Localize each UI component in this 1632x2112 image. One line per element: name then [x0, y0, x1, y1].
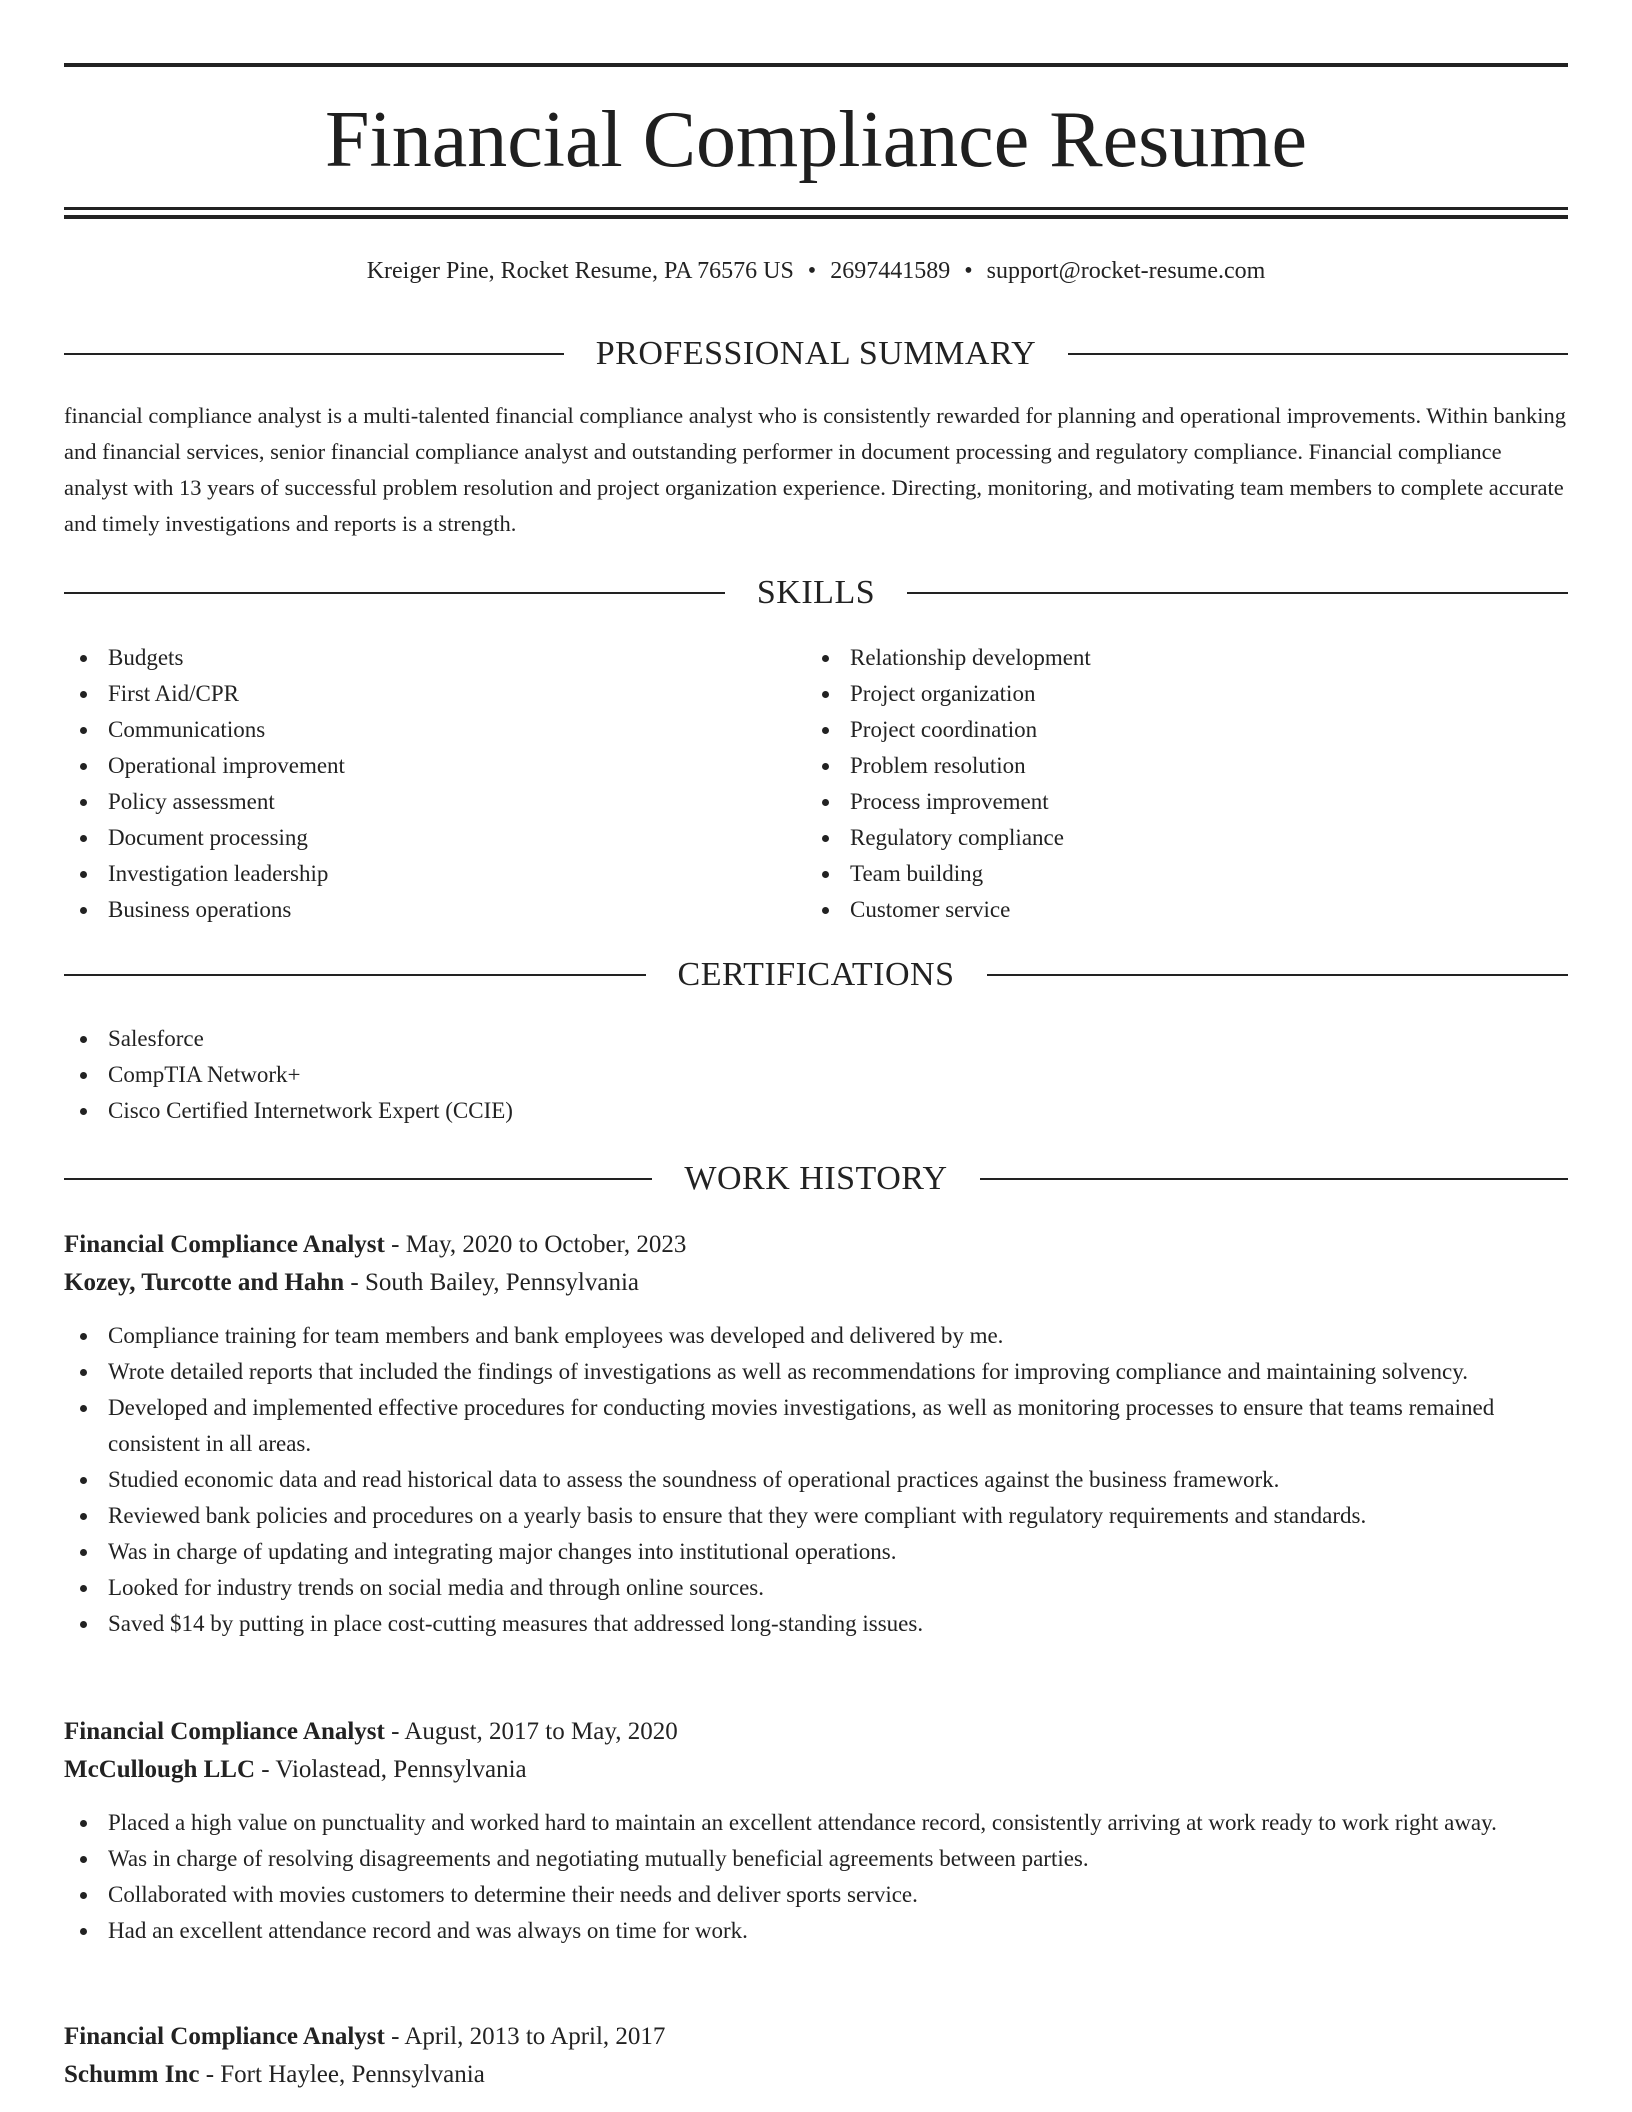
- skill-item: Project coordination: [806, 712, 1566, 748]
- certifications-list: [64, 1021, 1568, 1129]
- skill-item: Team building: [806, 856, 1566, 892]
- section-heading-summary: [64, 332, 1568, 376]
- job-dates: - April, 2013 to April, 2017: [384, 2023, 666, 2050]
- job-bullet: Saved $14 by putting in place cost-cutting measures that addressed long-standing issues.: [64, 1606, 1568, 1642]
- job-bullet: Was in charge of resolving disagreements and negotiating mutually beneficial agreements between parties.: [64, 1841, 1568, 1877]
- skill-item: First Aid/CPR: [64, 676, 764, 712]
- title-rule-lower: [64, 215, 1568, 219]
- heading-rule-left: [64, 1178, 652, 1180]
- section-title: WORK HISTORY: [684, 1160, 948, 1197]
- job-entry: [64, 1226, 1568, 1642]
- skill-item: Policy assessment: [64, 784, 764, 820]
- job-bullet: Was in charge of updating and integrating major changes into institutional operations.: [64, 1534, 1568, 1570]
- job-title-line: [64, 1226, 1568, 1264]
- heading-rule-right: [980, 1178, 1568, 1180]
- job-company-line: [64, 1264, 1568, 1302]
- skill-item: Investigation leadership: [64, 856, 764, 892]
- job-bullet: Reviewed bank policies and procedures on a yearly basis to ensure that they were compliant with regulatory requirements and standards.: [64, 1498, 1568, 1534]
- skill-item: Document processing: [64, 820, 764, 856]
- job-bullets: [64, 1318, 1568, 1642]
- job-dates: - May, 2020 to October, 2023: [384, 1231, 687, 1258]
- summary-paragraph: financial compliance analyst is a multi-talented financial compliance analyst who is consistently rewarded for planning and operational improvements. Within banking and financial services, senior financial compliance analyst and outstanding performer in document processing and regulatory compliance. Financial compliance analyst with 13 years of successful problem resolution and project organization experience. Directing, monitoring, and motivating team members to complete accurate and timely investigations and reports is a strength.: [64, 403, 1566, 536]
- job-bullet: Had an excellent attendance record and was always on time for work.: [64, 1913, 1568, 1949]
- certification-item: Salesforce: [64, 1021, 1568, 1057]
- skill-item: Regulatory compliance: [806, 820, 1566, 856]
- job-bullet: Collaborated with movies customers to determine their needs and deliver sports service.: [64, 1877, 1568, 1913]
- skill-item: Process improvement: [806, 784, 1566, 820]
- section-title: SKILLS: [756, 574, 876, 611]
- job-bullet: Wrote detailed reports that included the findings of investigations as well as recommendations for improving compliance and maintaining solvency.: [64, 1354, 1568, 1390]
- job-company-line: [64, 2056, 1568, 2094]
- heading-rule-right: [907, 592, 1568, 594]
- contact-phone: 2697441589: [830, 258, 951, 284]
- skill-item: Operational improvement: [64, 748, 764, 784]
- job-company: Schumm Inc: [64, 2061, 200, 2088]
- job-entry: [64, 1713, 1568, 1949]
- skill-item: Problem resolution: [806, 748, 1566, 784]
- heading-rule-left: [64, 592, 725, 594]
- skill-item: Communications: [64, 712, 764, 748]
- job-bullets: [64, 1805, 1568, 1949]
- job-location: - Violastead, Pennsylvania: [255, 1756, 527, 1783]
- top-rule: [64, 63, 1568, 67]
- job-company: Kozey, Turcotte and Hahn: [64, 1269, 345, 1296]
- job-location: - South Bailey, Pennsylvania: [344, 1269, 640, 1296]
- certification-item: Cisco Certified Internetwork Expert (CCIE): [64, 1093, 1568, 1129]
- section-title: PROFESSIONAL SUMMARY: [595, 335, 1037, 372]
- contact-line: [64, 254, 1568, 288]
- skill-item: Project organization: [806, 676, 1566, 712]
- page-title: Financial Compliance Resume: [325, 96, 1307, 184]
- skills-list-right: [806, 640, 1566, 928]
- job-title: Financial Compliance Analyst: [64, 1718, 385, 1745]
- heading-rule-left: [64, 353, 564, 355]
- section-heading-certifications: [64, 953, 1568, 997]
- skill-item: Customer service: [806, 892, 1566, 928]
- job-bullet: Looked for industry trends on social media and through online sources.: [64, 1570, 1568, 1606]
- contact-email: support@rocket-resume.com: [986, 258, 1266, 284]
- job-bullet: Compliance training for team members and bank employees was developed and delivered by me.: [64, 1318, 1568, 1354]
- job-title: Financial Compliance Analyst: [64, 2023, 385, 2050]
- job-title-line: [64, 2018, 1568, 2056]
- certification-item: CompTIA Network+: [64, 1057, 1568, 1093]
- contact-separator: •: [964, 258, 973, 284]
- heading-rule-right: [1068, 353, 1568, 355]
- job-bullet: Developed and implemented effective procedures for conducting movies investigations, as well as monitoring processes to ensure that teams remained consistent in all areas.: [64, 1390, 1568, 1462]
- skill-item: Budgets: [64, 640, 764, 676]
- job-bullet: Studied economic data and read historical data to assess the soundness of operational practices against the business framework.: [64, 1462, 1568, 1498]
- job-company: McCullough LLC: [64, 1756, 256, 1783]
- section-heading-work-history: [64, 1157, 1568, 1201]
- job-title-line: [64, 1713, 1568, 1751]
- section-title: CERTIFICATIONS: [677, 956, 955, 993]
- job-entry: [64, 2018, 1568, 2094]
- skill-item: Relationship development: [806, 640, 1566, 676]
- heading-rule-right: [987, 974, 1569, 976]
- contact-address: Kreiger Pine, Rocket Resume, PA 76576 US: [366, 258, 794, 284]
- skills-list-left: [64, 640, 764, 928]
- job-title: Financial Compliance Analyst: [64, 1231, 385, 1258]
- job-bullet: Placed a high value on punctuality and worked hard to maintain an excellent attendance record, consistently arriving at work ready to work right away.: [64, 1805, 1568, 1841]
- skill-item: Business operations: [64, 892, 764, 928]
- job-company-line: [64, 1751, 1568, 1789]
- job-location: - Fort Haylee, Pennsylvania: [199, 2061, 485, 2088]
- job-dates: - August, 2017 to May, 2020: [384, 1718, 678, 1745]
- contact-separator: •: [807, 258, 817, 284]
- title-rule-upper: [64, 207, 1568, 210]
- section-heading-skills: [64, 571, 1568, 615]
- heading-rule-left: [64, 974, 646, 976]
